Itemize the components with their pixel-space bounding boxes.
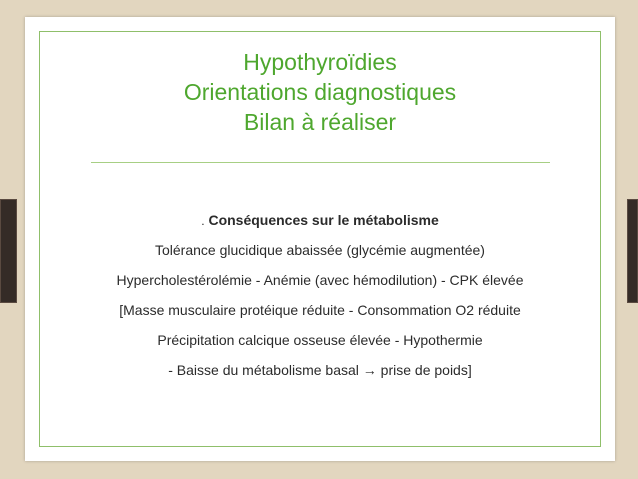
body-line-1: Tolérance glucidique abaissée (glycémie augmentée)	[155, 242, 485, 258]
heading-prefix: .	[201, 214, 205, 228]
slide-frame	[25, 17, 615, 461]
right-side-tab	[627, 199, 638, 303]
heading-text: Conséquences sur le métabolisme	[208, 212, 439, 228]
body-line-2: Hypercholestérolémie - Anémie (avec hémodilution) - CPK élevée	[116, 272, 524, 288]
title-line-2: Orientations diagnostiques	[183, 79, 457, 105]
body-line-4: Précipitation calcique osseuse élevée - Hypothermie	[157, 332, 483, 348]
section-heading	[25, 205, 615, 235]
slide-title	[25, 47, 615, 137]
title-line-3: Bilan à réaliser	[243, 109, 397, 135]
title-divider	[91, 162, 550, 163]
body-line-5: - Baisse du métabolisme basal → prise de poids]	[168, 362, 472, 378]
slide-body	[25, 205, 615, 385]
left-side-tab	[0, 199, 17, 303]
body-line-3: [Masse musculaire protéique réduite - Consommation O2 réduite	[119, 302, 521, 318]
title-line-1: Hypothyroïdies	[243, 49, 397, 75]
